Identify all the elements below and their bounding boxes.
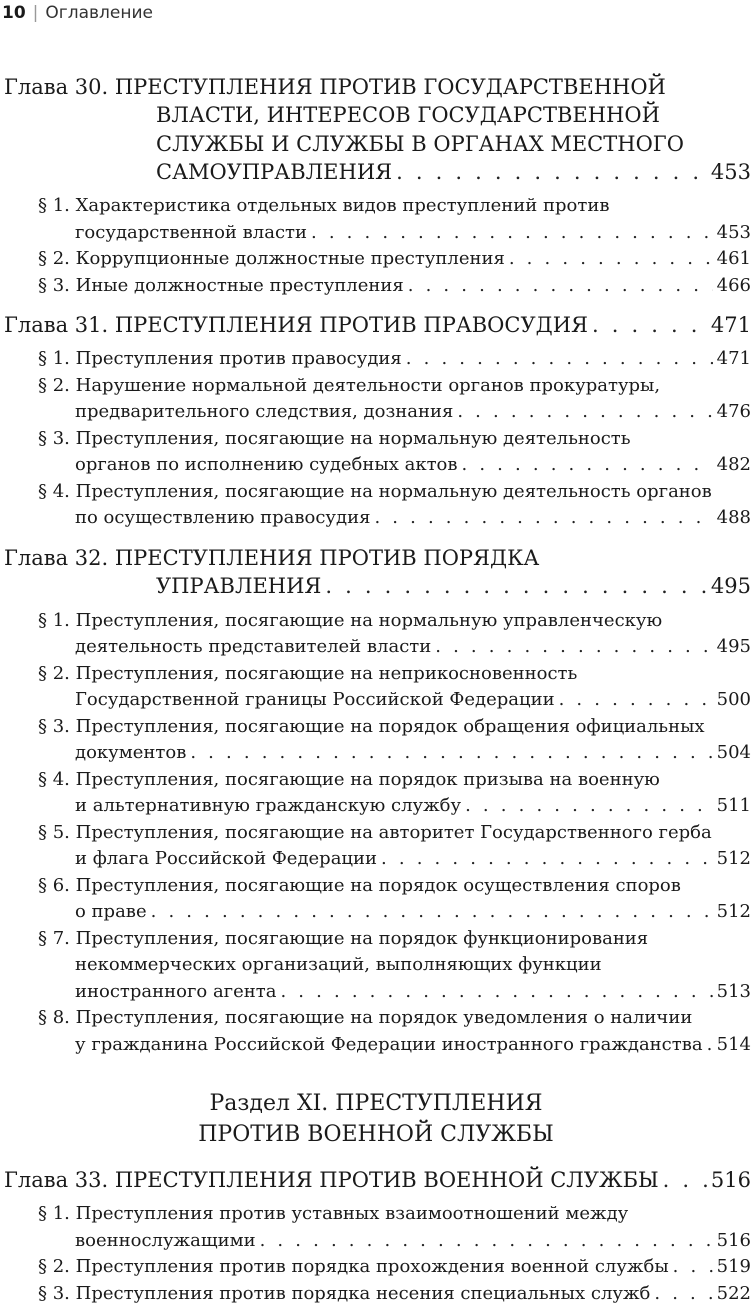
toc-line xyxy=(0,873,752,900)
dot-leader xyxy=(559,687,713,714)
toc-chapter-30[interactable] xyxy=(0,73,752,186)
paragraph-title-line: о праве xyxy=(75,901,147,923)
paragraph-title-line: § 2. Преступления, посягающие на неприкосновенность xyxy=(38,662,578,684)
page-ref: 453 xyxy=(716,221,751,243)
chapter-title-line: САМОУПРАВЛЕНИЯ xyxy=(156,159,393,184)
toc-paragraph[interactable] xyxy=(0,273,752,300)
toc-line xyxy=(0,1032,752,1059)
paragraph-title-line: § 7. Преступления, посягающие на порядок функционирования xyxy=(38,927,649,949)
section-title-line: Раздел XI. ПРЕСТУПЛЕНИЯ xyxy=(209,1091,543,1117)
page-ref: 511 xyxy=(716,795,751,817)
page-ref: 471 xyxy=(710,313,751,338)
toc-line xyxy=(0,505,752,532)
dot-leader xyxy=(151,899,713,926)
paragraph-title-line: § 1. Преступления, посягающие на нормальную управленческую xyxy=(38,609,663,631)
toc-line xyxy=(0,634,752,661)
toc-paragraph[interactable] xyxy=(0,246,752,273)
paragraph-title-line: иностранного агента xyxy=(75,980,277,1002)
paragraph-title-line: § 6. Преступления, посягающие на порядок осуществления споров xyxy=(38,874,681,896)
running-head xyxy=(2,0,153,26)
page-ref: 512 xyxy=(716,848,751,870)
toc-line xyxy=(0,1228,752,1255)
paragraph-title-line: § 5. Преступления, посягающие на авторитет Государственного герба xyxy=(38,821,712,843)
dot-leader xyxy=(462,452,713,479)
chapter-title-line: СЛУЖБЫ И СЛУЖБЫ В ОРГАНАХ МЕСТНОГО xyxy=(156,131,684,156)
paragraph-title-line: § 2. Преступления против порядка прохождения военной службы xyxy=(38,1256,669,1278)
page-ref: 514 xyxy=(716,1033,751,1055)
paragraph-title-line: документов xyxy=(75,742,187,764)
toc-chapter-31[interactable] xyxy=(0,311,752,339)
page-ref: 495 xyxy=(710,574,751,599)
toc-line xyxy=(0,373,752,400)
toc-line xyxy=(0,346,752,373)
toc-line xyxy=(0,952,752,979)
toc-line xyxy=(0,544,752,572)
dot-leader xyxy=(280,979,712,1006)
toc-line xyxy=(0,687,752,714)
page-number: 10 xyxy=(2,3,26,23)
paragraph-title-line: § 2. Нарушение нормальной деятельности органов прокуратуры, xyxy=(38,374,661,396)
toc-line xyxy=(0,220,752,247)
page-ref: 482 xyxy=(716,454,751,476)
toc-line xyxy=(0,158,752,186)
running-head-title: Оглавление xyxy=(45,3,153,23)
toc-line xyxy=(0,740,752,767)
paragraph-title-line: государственной власти xyxy=(75,221,307,243)
toc-line xyxy=(0,714,752,741)
toc-paragraph[interactable] xyxy=(0,1254,752,1281)
dot-leader xyxy=(311,220,713,247)
paragraph-title-line: § 1. Преступления против уставных взаимоотношений между xyxy=(38,1203,629,1225)
table-of-contents xyxy=(0,73,752,1307)
toc-chapter-33[interactable] xyxy=(0,1166,752,1194)
chapter-title-line: Глава 33. ПРЕСТУПЛЕНИЯ ПРОТИВ ВОЕННОЙ СЛУЖБЫ xyxy=(4,1168,659,1193)
page-ref: 500 xyxy=(716,689,751,711)
dot-leader xyxy=(381,846,713,873)
toc-line xyxy=(0,1201,752,1228)
toc-line xyxy=(0,1166,752,1194)
toc-line xyxy=(0,1281,752,1308)
dot-leader xyxy=(396,158,707,186)
toc-line xyxy=(0,101,752,129)
toc-line xyxy=(0,926,752,953)
chapter-title-line: ВЛАСТИ, ИНТЕРЕСОВ ГОСУДАРСТВЕННОЙ xyxy=(156,103,660,128)
page-ref: 512 xyxy=(716,901,751,923)
toc-line xyxy=(0,73,752,101)
dot-leader xyxy=(374,505,712,532)
toc-line xyxy=(0,399,752,426)
page-ref: 516 xyxy=(710,1168,751,1193)
dot-leader xyxy=(707,1032,713,1059)
page-ref: 519 xyxy=(716,1256,751,1278)
dot-leader xyxy=(190,740,712,767)
toc-line xyxy=(0,793,752,820)
toc-line xyxy=(0,661,752,688)
toc-line xyxy=(0,979,752,1006)
paragraph-title-line: у гражданина Российской Федерации иностранного гражданства xyxy=(75,1033,703,1055)
toc-paragraph[interactable] xyxy=(0,661,752,714)
toc-paragraph[interactable] xyxy=(0,346,752,373)
toc-line xyxy=(0,899,752,926)
page-ref: 471 xyxy=(716,348,751,370)
dot-leader xyxy=(406,346,713,373)
section-title-line: ПРОТИВ ВОЕННОЙ СЛУЖБЫ xyxy=(198,1122,554,1148)
toc-line xyxy=(0,479,752,506)
toc-paragraph[interactable] xyxy=(0,1005,752,1058)
paragraph-title-line: § 8. Преступления, посягающие на порядок уведомления о наличии xyxy=(38,1007,693,1029)
chapter-title-line: Глава 31. ПРЕСТУПЛЕНИЯ ПРОТИВ ПРАВОСУДИЯ xyxy=(4,313,588,338)
toc-line xyxy=(0,846,752,873)
page-ref: 488 xyxy=(716,507,751,529)
toc-paragraph[interactable] xyxy=(0,714,752,767)
paragraph-title-line: некоммерческих организаций, выполняющих функции xyxy=(75,954,602,976)
paragraph-title-line: § 3. Преступления, посягающие на порядок обращения официальных xyxy=(38,715,705,737)
paragraph-title-line: § 2. Коррупционные должностные преступления xyxy=(38,248,505,270)
paragraph-title-line: деятельность представителей власти xyxy=(75,636,432,658)
chapter-title-line: Глава 32. ПРЕСТУПЛЕНИЯ ПРОТИВ ПОРЯДКА xyxy=(4,545,540,570)
toc-line xyxy=(0,246,752,273)
toc-paragraph[interactable] xyxy=(0,479,752,532)
page-ref: 461 xyxy=(716,248,751,270)
paragraph-title-line: § 3. Преступления, посягающие на нормальную деятельность xyxy=(38,427,631,449)
page-ref: 513 xyxy=(716,980,751,1002)
dot-leader xyxy=(663,1166,707,1194)
paragraph-title-line: § 4. Преступления, посягающие на нормальную деятельность органов xyxy=(38,480,712,502)
toc-line xyxy=(0,452,752,479)
paragraph-title-line: и альтернативную гражданскую службу xyxy=(75,795,462,817)
toc-line xyxy=(0,1005,752,1032)
dot-leader xyxy=(509,246,713,273)
dot-leader xyxy=(592,311,707,339)
toc-line xyxy=(0,193,752,220)
page-ref: 495 xyxy=(716,636,751,658)
toc-line xyxy=(0,572,752,600)
paragraph-title-line: по осуществлению правосудия xyxy=(75,507,371,529)
paragraph-title-line: военнослужащими xyxy=(75,1229,256,1251)
toc-paragraph[interactable] xyxy=(0,1201,752,1254)
paragraph-title-line: § 1. Преступления против правосудия xyxy=(38,348,402,370)
toc-line xyxy=(0,767,752,794)
page-ref: 453 xyxy=(710,159,751,184)
dot-leader xyxy=(435,634,712,661)
toc-line xyxy=(0,311,752,339)
paragraph-title-line: § 3. Преступления против порядка несения специальных служб xyxy=(38,1282,651,1304)
toc-paragraph[interactable] xyxy=(0,193,752,246)
toc-line xyxy=(0,1254,752,1281)
toc-line xyxy=(0,426,752,453)
toc-paragraph[interactable] xyxy=(0,426,752,479)
toc-line xyxy=(0,130,752,158)
dot-leader xyxy=(465,793,713,820)
paragraph-title-line: органов по исполнению судебных актов xyxy=(75,454,458,476)
paragraph-title-line: и флага Российской Федерации xyxy=(75,848,378,870)
running-head-separator: | xyxy=(32,3,39,23)
paragraph-title-line: Государственной границы Российской Федерации xyxy=(75,689,555,711)
toc-chapter-32[interactable] xyxy=(0,544,752,601)
toc-paragraph[interactable] xyxy=(0,767,752,820)
page-ref: 466 xyxy=(716,274,751,296)
paragraph-title-line: § 1. Характеристика отдельных видов преступлений против xyxy=(38,195,610,217)
chapter-title-line: УПРАВЛЕНИЯ xyxy=(156,574,322,599)
dot-leader xyxy=(673,1254,713,1281)
toc-section-heading[interactable] xyxy=(0,1088,752,1150)
page-ref: 504 xyxy=(716,742,751,764)
toc-paragraph[interactable] xyxy=(0,608,752,661)
chapter-title-line: Глава 30. ПРЕСТУПЛЕНИЯ ПРОТИВ ГОСУДАРСТВЕННОЙ xyxy=(4,75,666,99)
dot-leader xyxy=(457,399,712,426)
toc-line xyxy=(0,273,752,300)
toc-paragraph[interactable] xyxy=(0,1281,752,1308)
page-ref: 522 xyxy=(716,1282,751,1304)
paragraph-title-line: § 3. Иные должностные преступления xyxy=(38,274,404,296)
toc-paragraph[interactable] xyxy=(0,926,752,1006)
toc-paragraph[interactable] xyxy=(0,873,752,926)
dot-leader xyxy=(654,1281,712,1308)
toc-paragraph[interactable] xyxy=(0,373,752,426)
toc-line xyxy=(0,608,752,635)
page-ref: 516 xyxy=(716,1229,751,1251)
toc-line xyxy=(0,820,752,847)
dot-leader xyxy=(408,273,713,300)
toc-paragraph[interactable] xyxy=(0,820,752,873)
paragraph-title-line: § 4. Преступления, посягающие на порядок призыва на военную xyxy=(38,768,660,790)
paragraph-title-line: предварительного следствия, дознания xyxy=(75,401,454,423)
dot-leader xyxy=(260,1228,713,1255)
page-ref: 476 xyxy=(716,401,751,423)
dot-leader xyxy=(325,572,707,600)
